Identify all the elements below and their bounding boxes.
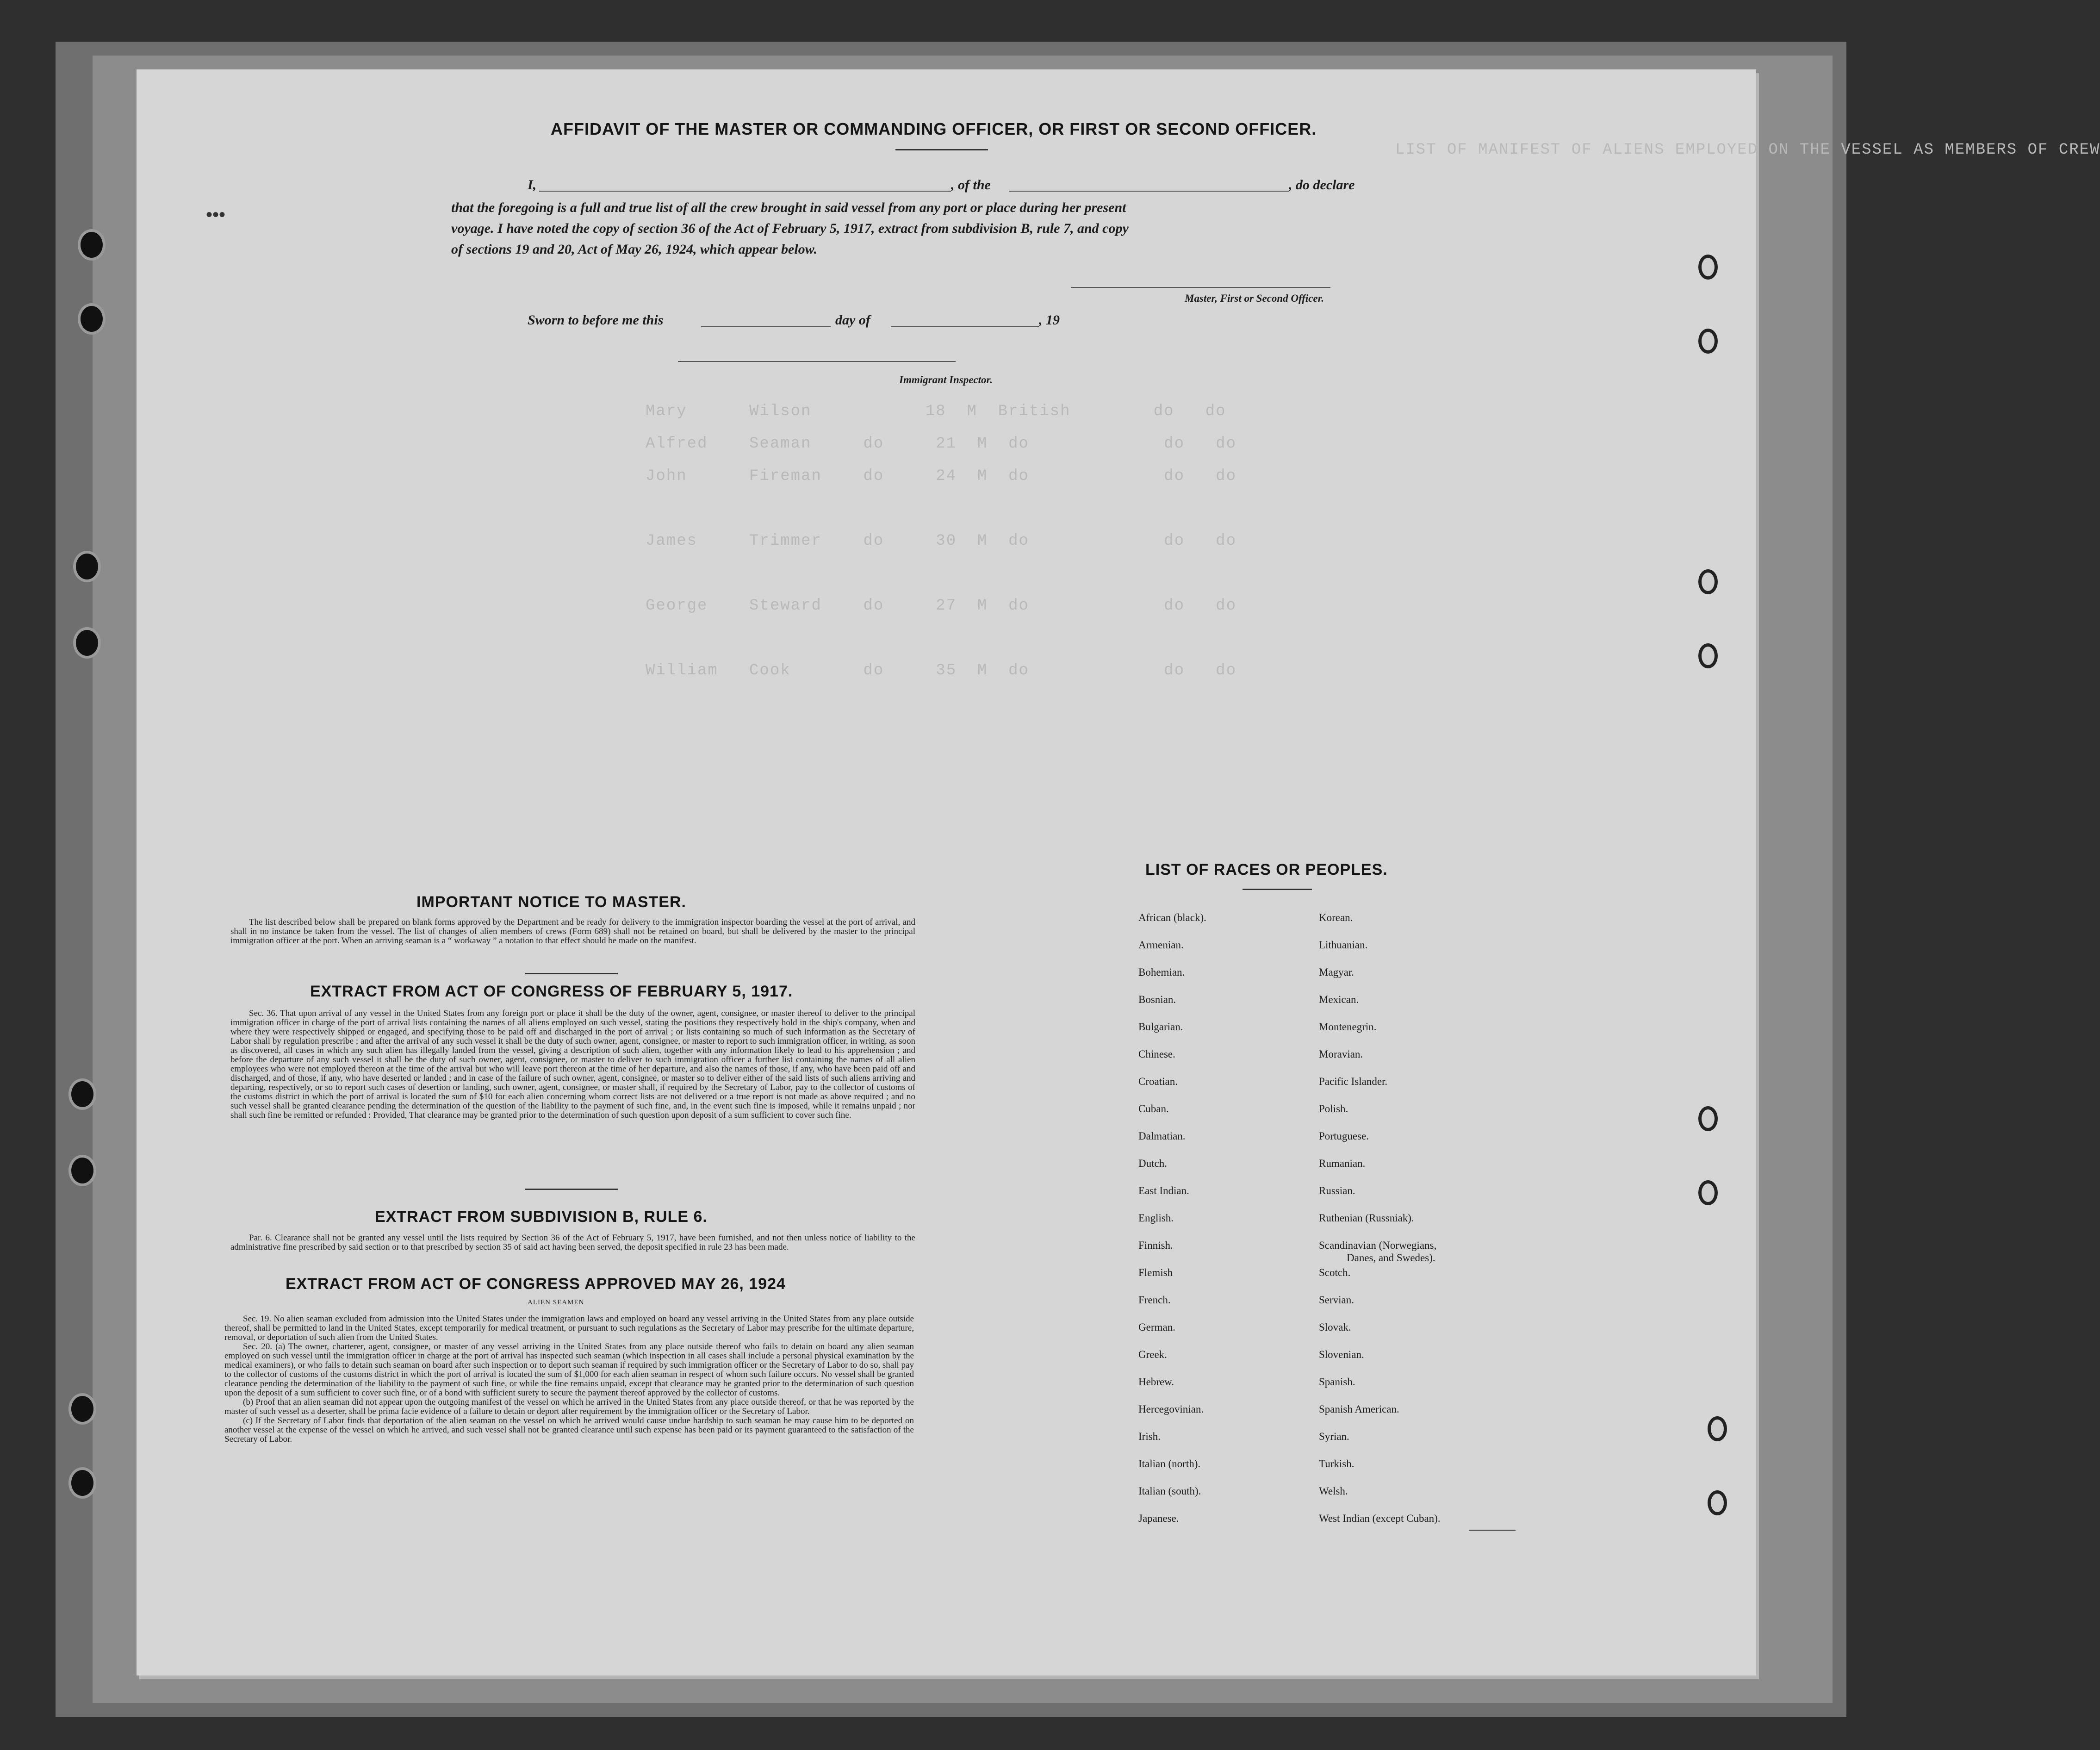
- notice-text: [230, 918, 915, 946]
- race-right-14: Servian.: [1319, 1294, 1354, 1306]
- race-left-21: Italian (south).: [1138, 1485, 1201, 1497]
- race-left-9: Dutch.: [1138, 1158, 1167, 1169]
- race-right-17: Spanish.: [1319, 1376, 1355, 1388]
- race-right-15: Slovak.: [1319, 1321, 1351, 1333]
- race-right-9: Rumanian.: [1319, 1158, 1366, 1169]
- alien-seamen-subtitle: ALIEN SEAMEN: [528, 1299, 584, 1306]
- bleed-through: James Trimmer do 30 M do do do: [646, 532, 1236, 550]
- bleed-through: William Cook do 35 M do do do: [646, 662, 1236, 679]
- punch-hole: [78, 303, 106, 335]
- sec36-paragraph: Sec. 36. That upon arrival of any vessel in the United States from any foreign port or place it shall be the duty of the owner, agent, consignee, or master thereof to deliver to the principal immigration officer in charge of the port of arrival lists containing the names of all aliens employed on such vessel, stating the positions they respectively hold in the ship's company, when and where they were respectively shipped or engaged, and specifying those to be paid off and discharged in the port of arrival ; or lists containing so much of such information as the Secretary of Labor shall by regulation prescribe ; and after the arrival of any such vessel it shall be the duty of such owner, agent, consignee, or master to report to such immigration officer, in writing, as soon as discovered, all cases in which any such alien has illegally landed from the vessel, giving a description of such alien, together with any information likely to lead to his apprehension ; and before the departure of any such vessel it shall be the duty of such owner, agent, consignee, or master to deliver to such immigration officer a further list containing the names of all alien employees who were not employed thereon at the time of the arrival but who will leave port thereon at the time of her departure, and also the names of those, if any, who have been paid off and discharged, and of those, if any, who have deserted or landed ; and in case of the failure of such owner, agent, consignee, or master so to deliver either of the said lists of such aliens arriving and departing, respectively, or so to report such cases of desertion or landing, such owner, agent, consignee, or master shall, if required by the Secretary of Labor, pay to the collector of customs of the customs district in which the port of arrival is located the sum of $10 for each alien concerning whom correct lists are not delivered or a true report is not made as above required ; and no such vessel shall be granted clearance pending the determination of the question of the liability to the payment of such fine, and, in the event such fine is imposed, while it remains unpaid ; nor shall such fine be remitted or refunded : Provided, That clearance may be granted prior to the determination of such question upon deposit of a sum sufficient to cover such fine.: [230, 1009, 915, 1120]
- punch-hole: [1698, 1106, 1718, 1131]
- race-left-5: Chinese.: [1138, 1048, 1175, 1060]
- race-left-3: Bosnian.: [1138, 994, 1176, 1005]
- affidavit-title: AFFIDAVIT OF THE MASTER OR COMMANDING OFFICER, OR FIRST OR SECOND OFFICER.: [551, 119, 1317, 138]
- punch-hole: [1698, 1180, 1718, 1205]
- master-label: Master, First or Second Officer.: [1185, 293, 1324, 304]
- race-left-4: Bulgarian.: [1138, 1021, 1183, 1033]
- race-right-2: Magyar.: [1319, 966, 1354, 978]
- race-right-20: Turkish.: [1319, 1458, 1354, 1470]
- race-right-21: Welsh.: [1319, 1485, 1348, 1497]
- bleed-through: George Steward do 27 M do do do: [646, 597, 1236, 615]
- bleed-through: Mary Wilson 18 M British do do: [646, 403, 1226, 420]
- sec20b-paragraph: (b) Proof that an alien seaman did not appear upon the outgoing manifest of the vessel on which he arrived in the United States from any place outside thereof, or that he was reported by the master of such vessel as a deserter, shall be prima facie evidence of a failure to detain or deport after requirement by the immigration officer or the Secretary of Labor.: [224, 1397, 914, 1416]
- race-left-19: Irish.: [1138, 1431, 1161, 1442]
- race-left-10: East Indian.: [1138, 1185, 1189, 1196]
- notice-title: IMPORTANT NOTICE TO MASTER.: [416, 893, 686, 911]
- race-right-1: Lithuanian.: [1319, 939, 1368, 951]
- punch-hole: [68, 1155, 96, 1186]
- extract-1917-text: [230, 1009, 915, 1120]
- affidavit-of-the: , of the: [951, 177, 991, 193]
- race-right-13: Scotch.: [1319, 1267, 1351, 1278]
- affidavit-do-declare: , do declare: [1289, 177, 1355, 193]
- title-rule: [895, 149, 988, 150]
- bleed-through: LIST OF MANIFEST OF ALIENS EMPLOYED ON THE VESSEL AS MEMBERS OF CREW: [1395, 141, 2100, 159]
- race-right-6: Pacific Islander.: [1319, 1076, 1388, 1087]
- extract-1924-text: [224, 1314, 914, 1444]
- sec20a-paragraph: Sec. 20. (a) The owner, charterer, agent, consignee, or master of any vessel arriving in the United States from any place outside thereof who fails to detain on board any alien seaman employed on such vessel until the immigration officer in charge at the port of arrival has inspected such seaman (which inspection in all cases shall include a personal physical examination by the medical examiners), or who fails to detain such seaman on board after such inspection or to deport such seaman if required by such immigration officer or the Secretary of Labor to do so, shall pay to the collector of customs of the customs district in which the port of arrival is located the sum of $1,000 for each alien seaman in respect of whom such failure occurs. No vessel shall be granted clearance pending the determination of the liability to the payment of such fine, or while the fine remains unpaid, except that clearance may be granted prior to the determination of such question upon the deposit of a sum sufficient to cover such fine, or of a bond with sufficient surety to secure the payment thereof approved by the collector of customs.: [224, 1342, 914, 1398]
- punch-hole: [78, 229, 106, 261]
- race-right-4: Montenegrin.: [1319, 1021, 1377, 1033]
- punch-hole: [73, 551, 101, 582]
- race-left-8: Dalmatian.: [1138, 1130, 1186, 1142]
- notice-rule: [525, 973, 618, 974]
- race-left-18: Hercegovinian.: [1138, 1403, 1204, 1415]
- affidavit-page: [137, 69, 2100, 1675]
- sec19-paragraph: Sec. 19. No alien seaman excluded from admission into the United States under the immigration laws and employed on board any vessel arriving in the United States from any place outside thereof, shall be permitted to land in the United States, except temporarily for medical treatment, or pursuant to such regulations as the Secretary of Labor may prescribe for the ultimate departure, removal, or deportation of such alien from the United States.: [224, 1314, 914, 1342]
- vessel-blank[interactable]: [1009, 191, 1289, 192]
- day-of-label: day of: [835, 312, 870, 328]
- races-title: LIST OF RACES OR PEOPLES.: [1145, 861, 1388, 878]
- punch-hole: [68, 1467, 96, 1499]
- race-left-14: French.: [1138, 1294, 1171, 1306]
- race-left-20: Italian (north).: [1138, 1458, 1201, 1470]
- affidavit-line2: that the foregoing is a full and true list of all the crew brought in said vessel from any port or place during her present: [451, 200, 1126, 215]
- races-rule: [1243, 889, 1312, 890]
- affidavit-line3: voyage. I have noted the copy of section 36 of the Act of February 5, 1917, extract from subdivision B, rule 7, and copy: [451, 221, 1129, 236]
- race-left-22: Japanese.: [1138, 1513, 1179, 1524]
- race-right-0: Korean.: [1319, 912, 1353, 923]
- punch-hole: [68, 1078, 96, 1110]
- race-right-18: Spanish American.: [1319, 1403, 1399, 1415]
- race-right-5: Moravian.: [1319, 1048, 1363, 1060]
- punch-hole: [1698, 643, 1718, 668]
- race-right-22: West Indian (except Cuban).: [1319, 1513, 1441, 1524]
- race-right-11: Ruthenian (Russniak).: [1319, 1212, 1414, 1224]
- punch-hole: [1698, 255, 1718, 280]
- race-right-16: Slovenian.: [1319, 1349, 1364, 1360]
- punch-hole: [73, 627, 101, 659]
- subdivision-b-text: [230, 1233, 915, 1252]
- extract-1917-title: EXTRACT FROM ACT OF CONGRESS OF FEBRUARY 5, 1917.: [310, 983, 793, 1000]
- name-blank[interactable]: [539, 191, 951, 192]
- punch-hole: [1708, 1416, 1727, 1441]
- affidavit-line4: of sections 19 and 20, Act of May 26, 1924, which appear below.: [451, 242, 818, 257]
- subdivision-b-title: EXTRACT FROM SUBDIVISION B, RULE 6.: [375, 1208, 708, 1226]
- punch-hole: [68, 1393, 96, 1425]
- affidavit-i: I,: [528, 177, 537, 193]
- race-left-0: African (black).: [1138, 912, 1206, 923]
- year-label: , 19: [1039, 312, 1060, 328]
- margin-scribble: •••: [206, 204, 226, 225]
- race-left-7: Cuban.: [1138, 1103, 1169, 1115]
- race-left-1: Armenian.: [1138, 939, 1184, 951]
- inspector-label: Immigrant Inspector.: [899, 374, 993, 386]
- sworn-label: Sworn to before me this: [528, 312, 664, 328]
- notice-paragraph: The list described below shall be prepared on blank forms approved by the Department and be ready for delivery to the immigration inspector boarding the vessel at the port of arrival, and shall in no instance be taken from the vessel. The list of changes of alien members of crews (Form 689) shall not be retained on board, but shall be delivered by the master to the principal immigration officer at the port. When an arriving seaman is a “ workaway ” a notation to that effect should be made on the manifest.: [230, 917, 915, 946]
- race-left-6: Croatian.: [1138, 1076, 1178, 1087]
- race-right-3: Mexican.: [1319, 994, 1359, 1005]
- punch-hole: [1698, 329, 1718, 354]
- extract-1924-title: EXTRACT FROM ACT OF CONGRESS APPROVED MAY 26, 1924: [286, 1275, 786, 1293]
- race-left-13: Flemish: [1138, 1267, 1173, 1278]
- race-left-16: Greek.: [1138, 1349, 1167, 1360]
- race-left-2: Bohemian.: [1138, 966, 1185, 978]
- races-end-rule: [1469, 1530, 1516, 1531]
- race-right-19: Syrian.: [1319, 1431, 1349, 1442]
- punch-hole: [1708, 1490, 1727, 1515]
- bleed-through: John Fireman do 24 M do do do: [646, 467, 1236, 485]
- inspector-signature-line[interactable]: [678, 361, 956, 362]
- sec20c-paragraph: (c) If the Secretary of Labor finds that deportation of the alien seaman on the vessel on which he arrived would cause undue hardship to such seaman he may cause him to be deported on another vessel at the expense of the vessel on which he arrived, and such vessel shall not be granted clearance until such expense has been paid or its payment guaranteed to the satisfaction of the Secretary of Labor.: [224, 1416, 914, 1444]
- race-right-8: Portuguese.: [1319, 1130, 1369, 1142]
- race-left-15: German.: [1138, 1321, 1175, 1333]
- bleed-through: Alfred Seaman do 21 M do do do: [646, 435, 1236, 453]
- master-signature-line[interactable]: [1071, 287, 1330, 288]
- sworn-day-blank[interactable]: [701, 326, 831, 327]
- race-left-11: English.: [1138, 1212, 1174, 1224]
- sworn-month-blank[interactable]: [891, 326, 1039, 327]
- extract-1917-rule: [525, 1189, 618, 1190]
- punch-hole: [1698, 569, 1718, 594]
- race-right-10: Russian.: [1319, 1185, 1355, 1196]
- race-right-12-cont: Danes, and Swedes).: [1347, 1252, 1435, 1264]
- race-left-17: Hebrew.: [1138, 1376, 1174, 1388]
- par6-paragraph: Par. 6. Clearance shall not be granted any vessel until the lists required by Section 36 of the Act of February 5, 1917, have been furnished, and not then unless notice of liability to the administrative fine prescribed by said section or to that prescribed by section 35 of said act having been served, the deposit specified in rule 23 has been made.: [230, 1233, 915, 1252]
- race-right-7: Polish.: [1319, 1103, 1348, 1115]
- race-left-12: Finnish.: [1138, 1239, 1173, 1251]
- race-right-12: Scandinavian (Norwegians,: [1319, 1239, 1437, 1251]
